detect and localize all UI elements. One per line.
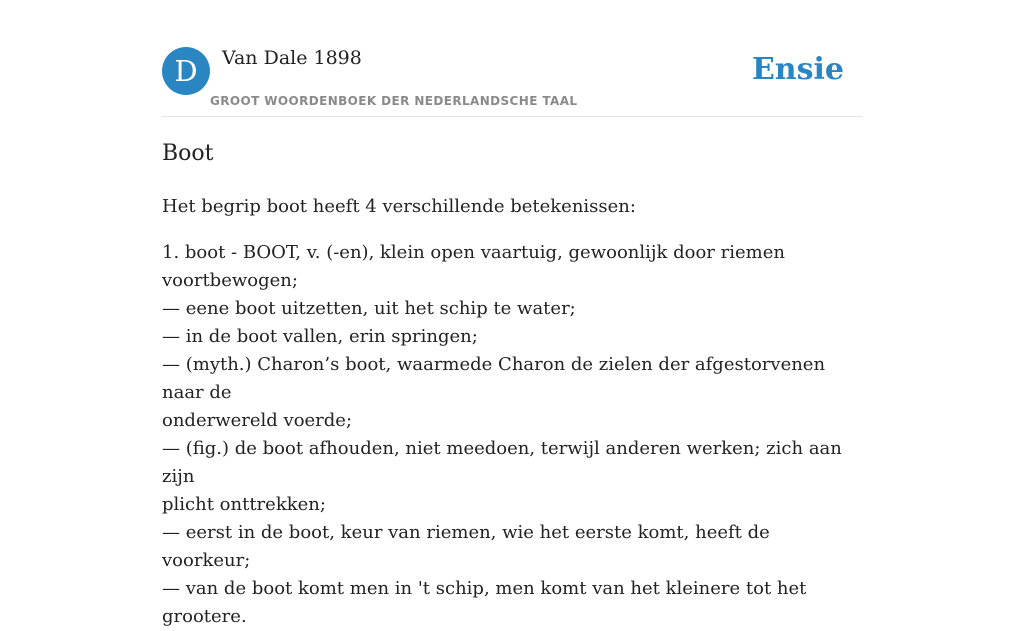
- definition-line: plicht onttrekken;: [162, 494, 326, 515]
- definition-line: — (fig.) de boot afhouden, niet meedoen, terwijl anderen werken; zich aan zijn: [162, 438, 842, 487]
- definition-line: — eene boot uitzetten, uit het schip te water;: [162, 298, 576, 319]
- dictionary-title[interactable]: Van Dale 1898: [222, 47, 362, 69]
- definition-line: — van de boot komt men in 't schip, men komt van het kleinere tot het grootere.: [162, 578, 807, 627]
- definition-line: 1. boot - BOOT, v. (-en), klein open vaartuig, gewoonlijk door riemen: [162, 242, 785, 263]
- definition-line: — (myth.) Charon’s boot, waarmede Charon de zielen der afgestorvenen naar de: [162, 354, 826, 403]
- entry-intro: Het begrip boot heeft 4 verschillende betekenissen:: [162, 196, 636, 217]
- definition-line: — in de boot vallen, erin springen;: [162, 326, 478, 347]
- site-header: [162, 0, 862, 117]
- page: [162, 0, 862, 627]
- entry-title: Boot: [162, 141, 214, 166]
- definition-line: onderwereld voerde;: [162, 410, 353, 431]
- definition-text: [162, 239, 862, 631]
- dictionary-subtitle: GROOT WOORDENBOEK DER NEDERLANDSCHE TAAL: [210, 94, 578, 108]
- dictionary-avatar[interactable]: D: [162, 47, 210, 95]
- definition-line: — eerst in de boot, keur van riemen, wie het eerste komt, heeft de voorkeur;: [162, 522, 770, 571]
- definition-line: voortbewogen;: [162, 270, 298, 291]
- brand-logo[interactable]: Ensie: [751, 52, 844, 87]
